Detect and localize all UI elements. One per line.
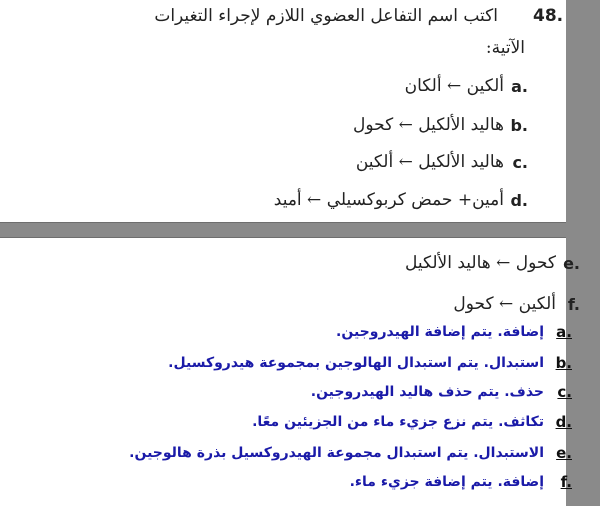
answer-a-text: إضافة. يتم إضافة الهيدروجين. [336, 324, 544, 340]
question-stem-line2: الآتية: [485, 38, 525, 58]
option-b-text: هاليد الألكيل ← كحول [352, 115, 504, 135]
answer-d-label: d. [555, 413, 572, 431]
answer-a-label: a. [556, 323, 572, 341]
answer-c [311, 383, 572, 401]
answer-e-label: e. [556, 444, 572, 462]
option-b-label: b. [510, 115, 528, 135]
answer-f [350, 473, 572, 491]
answer-b-text: استبدال. يتم استبدال الهالوجين بمجموعة هيدروكسيل. [168, 355, 544, 371]
option-c [356, 152, 528, 172]
option-d-text: أمين+ حمض كربوكسيلي ← أميد [273, 190, 504, 210]
option-f [453, 294, 580, 314]
option-a-text: ألكين ← ألكان [404, 76, 504, 96]
option-f-label: f. [567, 294, 580, 314]
question-stem-line1: اكتب اسم التفاعل العضوي اللازم لإجراء التغيرات [154, 6, 498, 26]
question-number: 48. [533, 6, 564, 26]
answer-c-text: حذف. يتم حذف هاليد الهيدروجين. [310, 384, 544, 400]
answer-a [336, 323, 572, 341]
answer-c-label: c. [557, 383, 572, 401]
answer-b [168, 354, 572, 372]
option-f-text: ألكين ← كحول [453, 294, 556, 314]
answer-d [252, 413, 572, 431]
answer-e-text: الاستبدال. يتم استبدال مجموعة الهيدروكسيل بذرة هالوجين. [129, 445, 544, 461]
answer-d-text: تكاثف. يتم نزع جزيء ماء من الجزيئين معًا. [252, 414, 544, 430]
option-d [274, 190, 528, 210]
answer-e [129, 444, 572, 462]
option-c-label: c. [512, 152, 528, 172]
page-top [0, 0, 566, 223]
option-d-label: d. [510, 190, 528, 210]
option-a [405, 76, 528, 96]
option-e-label: e. [563, 253, 580, 273]
option-e-text: كحول ← هاليد الألكيل [404, 253, 556, 273]
option-c-text: هاليد الألكيل ← ألكين [355, 152, 504, 172]
answer-b-label: b. [555, 354, 572, 372]
option-a-label: a. [511, 76, 528, 96]
answer-f-text: إضافة. يتم إضافة جزيء ماء. [349, 474, 544, 490]
option-b [353, 115, 528, 135]
option-e [405, 253, 580, 273]
answer-f-label: f. [560, 473, 572, 491]
